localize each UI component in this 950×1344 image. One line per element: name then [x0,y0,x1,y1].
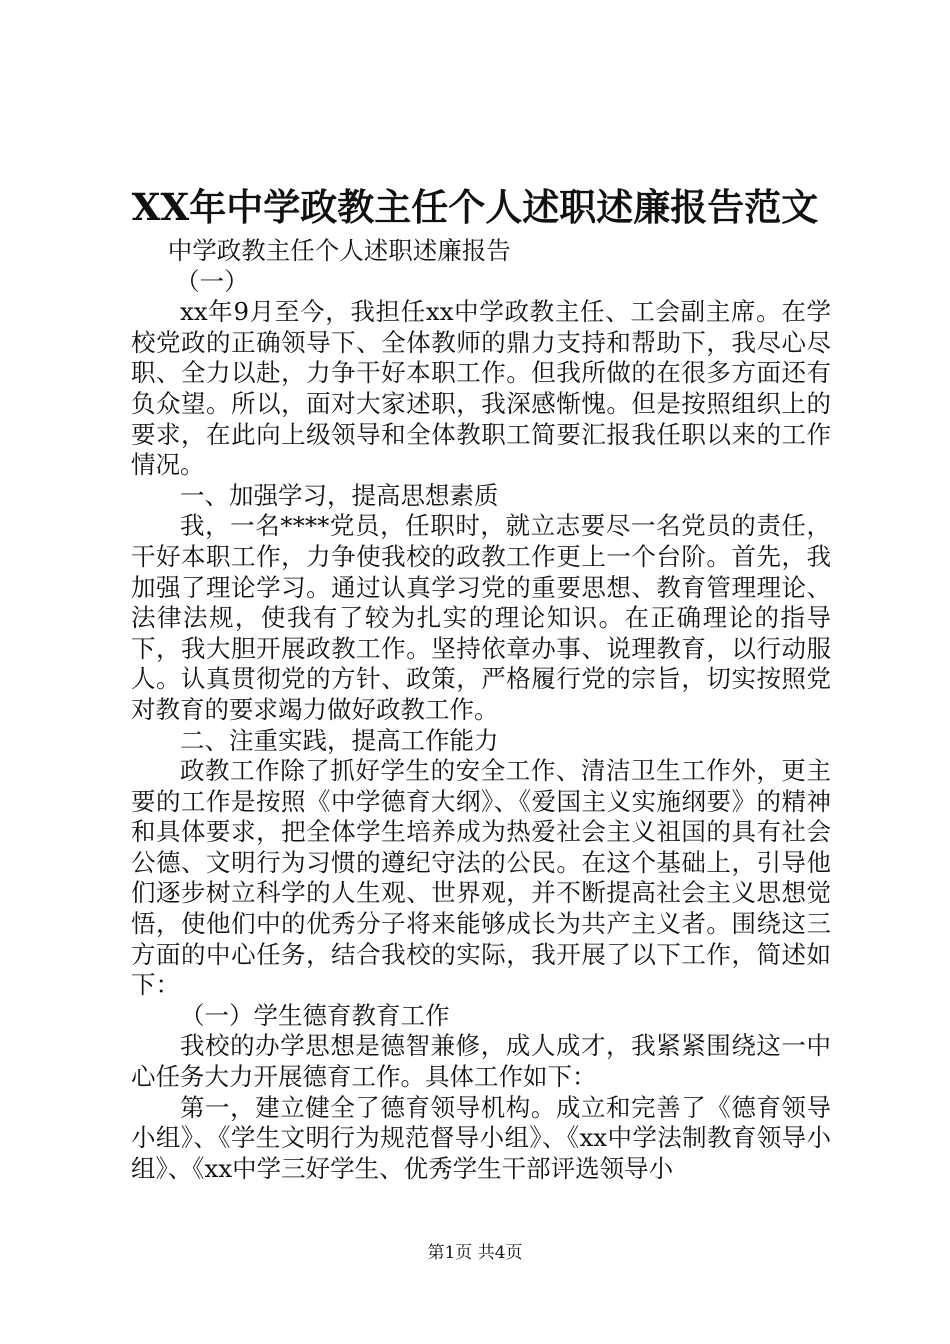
page-footer: 第1页 共4页 [427,1243,523,1263]
document-body [131,236,831,1184]
paragraph-first-item: 第一，建立健全了德育领导机构。成立和完善了《德育领导小组》、《学生文明行为规范督导小组》、《xx中学法制教育领导小组》、《xx中学三好学生、优秀学生干部评选领导小 [131,1092,831,1183]
subsection-heading-1: （一）学生德育教育工作 [180,1000,450,1030]
paragraph-intro: xx年9月至今，我担任xx中学政教主任、工会副主席。在学校党政的正确领导下、全体教师的鼎力支持和帮助下，我尽心尽职、全力以赴，力争干好本职工作。但我所做的在很多方面还有负众望。所以，面对大家述职，我深感惭愧。但是按照组织上的要求，在此向上级领导和全体教职工简要汇报我任职以来的工作情况。 [131,297,831,480]
section-heading-1: 一、加强学习，提高思想素质 [180,480,499,510]
paragraph-moral-education: 我校的办学思想是德智兼修，成人成才，我紧紧围绕这一中心任务大力开展德育工作。具体工作如下： [131,1031,831,1092]
section-heading-2: 二、注重实践，提高工作能力 [180,725,499,755]
paragraph-practice: 政教工作除了抓好学生的安全工作、清洁卫生工作外，更主要的工作是按照《中学德育大纲》、《爱国主义实施纲要》的精神和具体要求，把全体学生培养成为热爱社会主义祖国的具有社会公德、文明行为习惯的遵纪守法的公民。在这个基础上，引导他们逐步树立科学的人生观、世界观，并不断提高社会主义思想觉悟，使他们中的优秀分子将来能够成长为共产主义者。围绕这三方面的中心任务，结合我校的实际，我开展了以下工作，简述如下： [131,756,831,1000]
part-marker: （一） [175,266,249,296]
document-title: XX年中学政教主任个人述职述廉报告范文 [131,185,819,229]
paragraph-study: 我，一名****党员，任职时，就立志要尽一名党员的责任，干好本职工作，力争使我校的政教工作更上一个台阶。首先，我加强了理论学习。通过认真学习党的重要思想、教育管理理论、法律法规，使我有了较为扎实的理论知识。在正确理论的指导下，我大胆开展政教工作。坚持依章办事、说理教育，以行动服人。认真贯彻党的方针、政策，严格履行党的宗旨，切实按照党对教育的要求竭力做好政教工作。 [131,511,831,724]
document-subtitle: 中学政教主任个人述职述廉报告 [167,236,511,265]
